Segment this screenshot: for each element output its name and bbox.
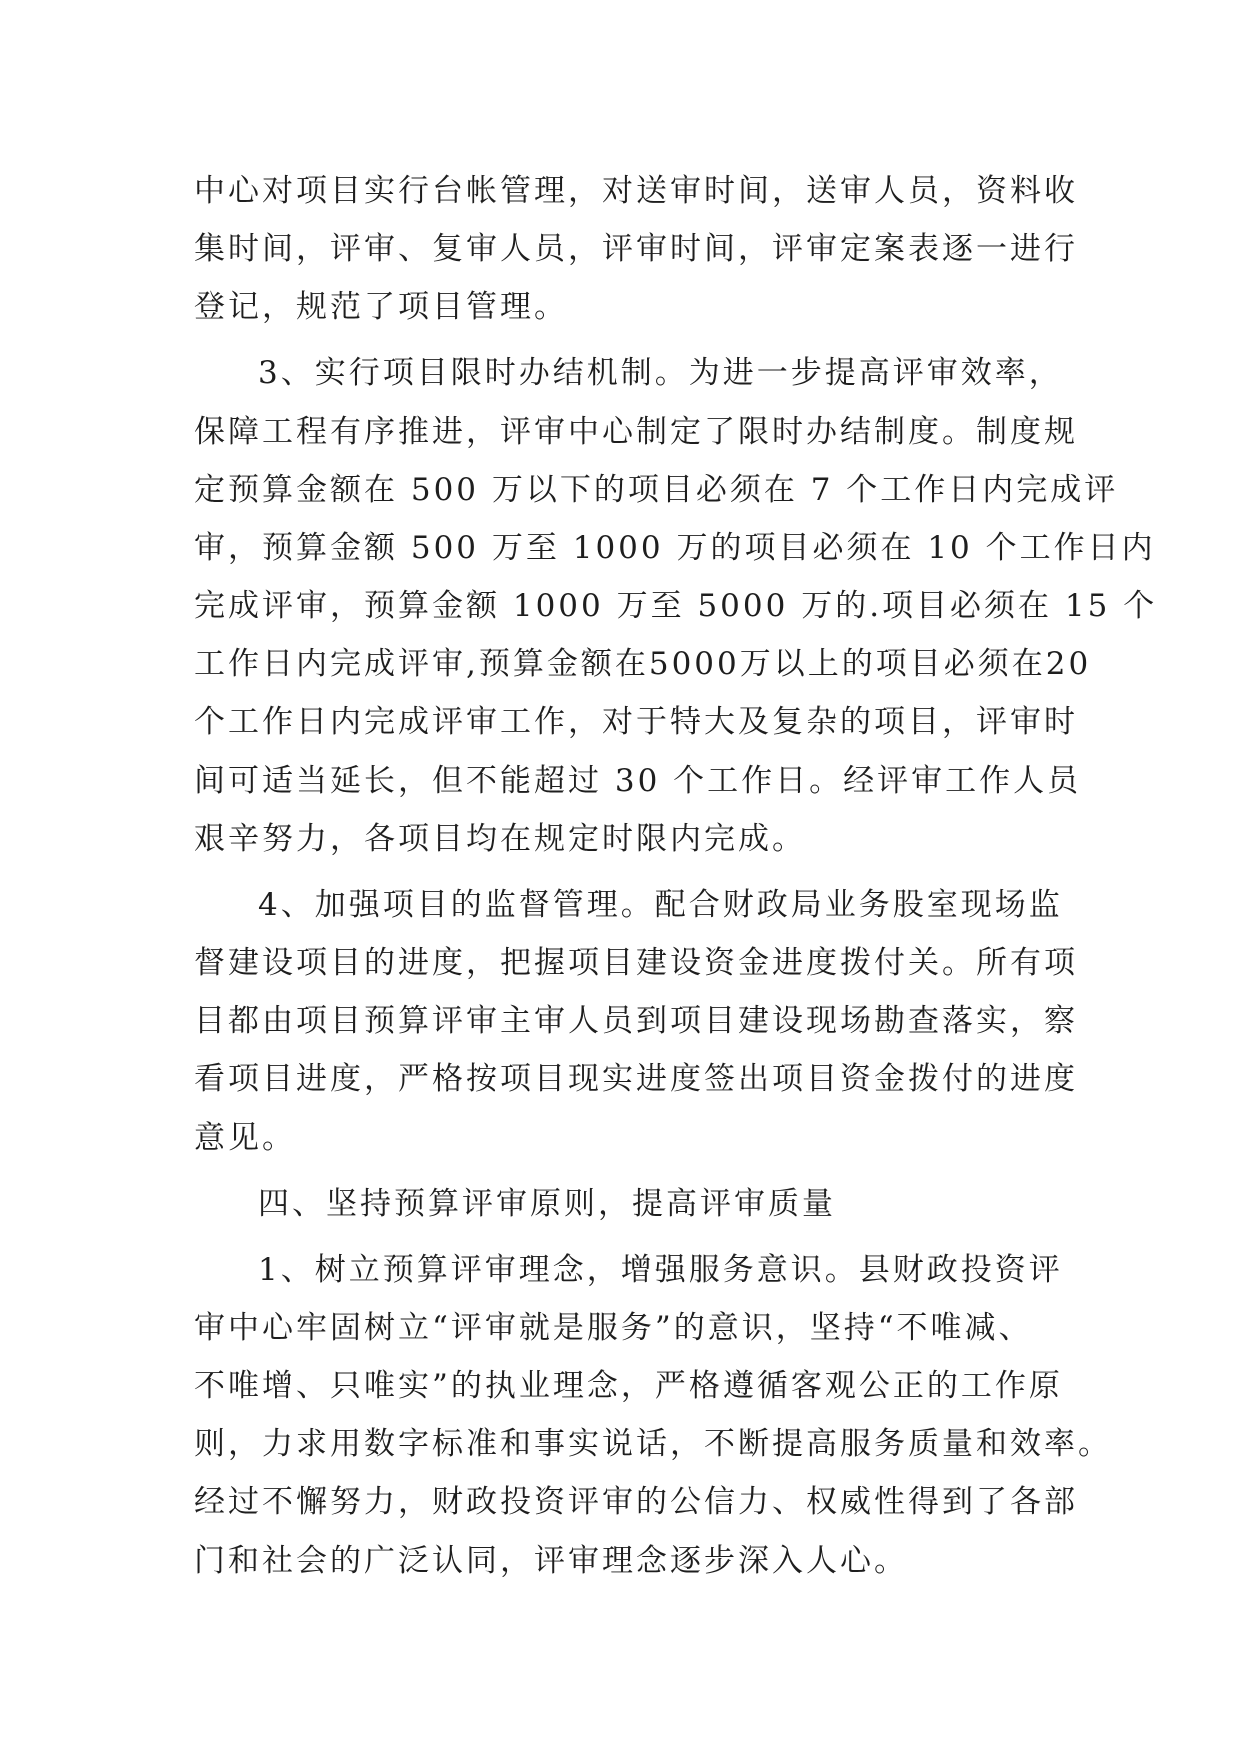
text-line: 门和社会的广泛认同，评审理念逐步深入人心。 — [194, 1542, 908, 1579]
text-line: 看项目进度，严格按项目现实进度签出项目资金拨付的进度 — [194, 1061, 1078, 1098]
text-line: 则，力求用数字标准和事实说话，不断提高服务质量和效率。 — [194, 1426, 1112, 1463]
text-line: 间可适当延长，但不能超过 30 个工作日。经评审工作人员 — [194, 762, 1082, 799]
document-body — [194, 162, 1158, 1590]
text-line: 登记，规范了项目管理。 — [194, 289, 568, 326]
text-line: 3、实行项目限时办结机制。为进一步提高评审效率， — [258, 355, 1063, 392]
paragraph — [194, 1175, 1050, 1233]
paragraph — [194, 876, 1078, 1167]
text-line: 保障工程有序推进，评审中心制定了限时办结制度。制度规 — [194, 413, 1078, 450]
paragraph-spacer — [194, 1167, 1050, 1175]
text-line: 完成评审，预算金额 1000 万至 5000 万的.项目必须在 15 个 — [194, 588, 1158, 625]
text-line: 督建设项目的进度，把握项目建设资金进度拨付关。所有项 — [194, 945, 1078, 982]
paragraph-spacer — [194, 337, 1050, 345]
text-line: 集时间，评审、复审人员，评审时间，评审定案表逐一进行 — [194, 231, 1078, 268]
paragraph-spacer — [194, 1233, 1050, 1241]
text-line: 中心对项目实行台帐管理，对送审时间，送审人员，资料收 — [194, 173, 1078, 209]
paragraph — [194, 162, 1078, 337]
text-line: 个工作日内完成评审工作，对于特大及复杂的项目，评审时 — [194, 704, 1078, 741]
text-line: 4、加强项目的监督管理。配合财政局业务股室现场监 — [258, 886, 1063, 923]
text-line: 意见。 — [194, 1119, 296, 1156]
text-line: 审，预算金额 500 万至 1000 万的项目必须在 10 个工作日内 — [194, 529, 1156, 566]
paragraph — [194, 1241, 1112, 1590]
text-line: 经过不懈努力，财政投资评审的公信力、权威性得到了各部 — [194, 1484, 1078, 1521]
text-line: 艰辛努力，各项目均在规定时限内完成。 — [194, 820, 806, 857]
text-line: 不唯增、只唯实”的执业理念，严格遵循客观公正的工作原 — [194, 1367, 1063, 1404]
text-line: 1、树立预算评审理念，增强服务意识。县财政投资评 — [258, 1251, 1063, 1288]
text-line: 目都由项目预算评审主审人员到项目建设现场勘查落实，察 — [194, 1003, 1078, 1040]
paragraph-spacer — [194, 868, 1050, 876]
paragraph — [194, 344, 1158, 868]
text-line: 四、坚持预算评审原则，提高评审质量 — [258, 1185, 836, 1222]
text-line: 定预算金额在 500 万以下的项目必须在 7 个工作日内完成评 — [194, 471, 1119, 508]
text-line: 工作日内完成评审,预算金额在5000万以上的项目必须在20 — [194, 646, 1092, 683]
text-line: 审中心牢固树立“评审就是服务”的意识，坚持“不唯减、 — [194, 1309, 1033, 1346]
